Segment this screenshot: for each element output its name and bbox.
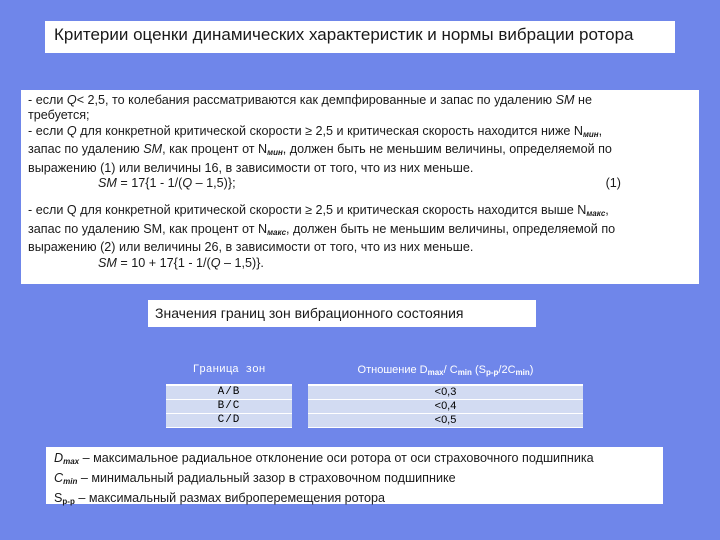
header-ratio: [300, 356, 583, 385]
text: - если: [28, 93, 67, 107]
criteria-text-block: [21, 90, 699, 284]
text: не: [574, 93, 592, 107]
subscript: мин: [267, 148, 283, 158]
text: = 10 + 17{1 - 1/(: [116, 255, 211, 270]
symbol: C: [54, 471, 64, 485]
subscript: макс: [267, 227, 287, 237]
q-symbol: Q: [66, 93, 77, 107]
subscript: max: [427, 367, 444, 377]
criteria-paragraph-3-line-3: выражению (2) или величины 26, в зависимости от того, что из них меньше.: [28, 240, 474, 255]
table-row: [166, 414, 583, 428]
criteria-paragraph-3-line-2: [28, 222, 699, 240]
table-header-row: [166, 356, 583, 385]
formula-1: [28, 176, 699, 191]
text: ): [529, 363, 534, 376]
text: запас по удалению: [28, 142, 144, 157]
zones-table: [166, 356, 583, 428]
text: – максимальный размах виброперемещения ротора: [74, 491, 386, 505]
text: – 1,5)};: [192, 176, 236, 191]
text: – максимальное радиальное отклонение оси ротора от оси страховочного подшипника: [79, 451, 594, 465]
sm-symbol: SM: [143, 142, 163, 157]
zone-cell: B/C: [166, 400, 300, 414]
criteria-paragraph-1: [28, 93, 699, 108]
text: - если: [28, 123, 67, 138]
text: ,: [598, 123, 603, 138]
formula-2: [28, 256, 699, 271]
text: < 2,5, то колебания рассматриваются как демпфированные и запас по удалению: [76, 93, 556, 107]
text: (S: [471, 363, 486, 376]
q-symbol: Q: [182, 176, 193, 191]
text: = 17{1 - 1/(: [116, 176, 183, 191]
ratio-cell: <0,5: [300, 414, 583, 428]
q-symbol: Q: [66, 123, 77, 138]
legend-item-dmax: [54, 450, 663, 470]
text: для конкретной критической скорости ≥ 2,5 и критическая скорость находится ниже N: [76, 123, 583, 138]
text: - если Q для конкретной критической скорости ≥ 2,5 и критическая скорость находится выше N: [28, 203, 587, 218]
ratio-cell: <0,4: [300, 400, 583, 414]
sm-symbol: SM: [555, 93, 575, 107]
formula-number: (1): [605, 176, 621, 191]
symbol: S: [54, 491, 63, 505]
subscript: p-p: [485, 367, 499, 377]
text: ,: [605, 203, 609, 218]
text: запас по удалению SM, как процент от N: [28, 221, 268, 236]
zone-cell: C/D: [166, 414, 300, 428]
ratio-cell: <0,3: [300, 385, 583, 400]
text: , должен быть не меньшим величины, определяемой по: [286, 221, 616, 236]
zone-cell: A/B: [166, 385, 300, 400]
text: / C: [443, 363, 458, 376]
subscript: min: [515, 367, 530, 377]
subscript: мин: [582, 129, 599, 139]
zones-section-title: Значения границ зон вибрационного состояния: [148, 300, 536, 327]
table-row: [166, 385, 583, 400]
table-row: [166, 400, 583, 414]
text: /2C: [498, 363, 516, 376]
criteria-paragraph-2-line-3: выражению (1) или величины 16, в зависимости от того, что из них меньше.: [28, 160, 474, 175]
text: , как процент от N: [162, 142, 268, 157]
text: – 1,5)}.: [220, 255, 264, 270]
header-zone-boundary: Граница зон: [166, 356, 300, 385]
subscript: p-p: [62, 497, 75, 506]
criteria-paragraph-2-line-2: [28, 142, 699, 160]
legend-item-spp: [54, 490, 663, 510]
legend-item-cmin: [54, 470, 663, 490]
sm-symbol: SM: [98, 176, 117, 191]
symbol: D: [54, 451, 64, 465]
text: , должен быть не меньшим величины, определяемой по: [282, 142, 612, 157]
subscript: max: [63, 457, 80, 466]
text: – минимальный радиальный зазор в страховочном подшипнике: [77, 471, 456, 485]
legend-block: [46, 447, 663, 504]
slide-title: Критерии оценки динамических характеристик и нормы вибрации ротора: [45, 21, 675, 53]
criteria-paragraph-2: [28, 124, 699, 142]
text: Отношение D: [357, 363, 428, 376]
subscript: min: [457, 367, 472, 377]
q-symbol: Q: [210, 255, 221, 270]
criteria-paragraph-1-line-2: требуется;: [28, 108, 90, 123]
sm-symbol: SM: [98, 255, 117, 270]
criteria-paragraph-3: [28, 203, 699, 221]
subscript: min: [63, 477, 78, 486]
subscript: макс: [586, 209, 606, 219]
